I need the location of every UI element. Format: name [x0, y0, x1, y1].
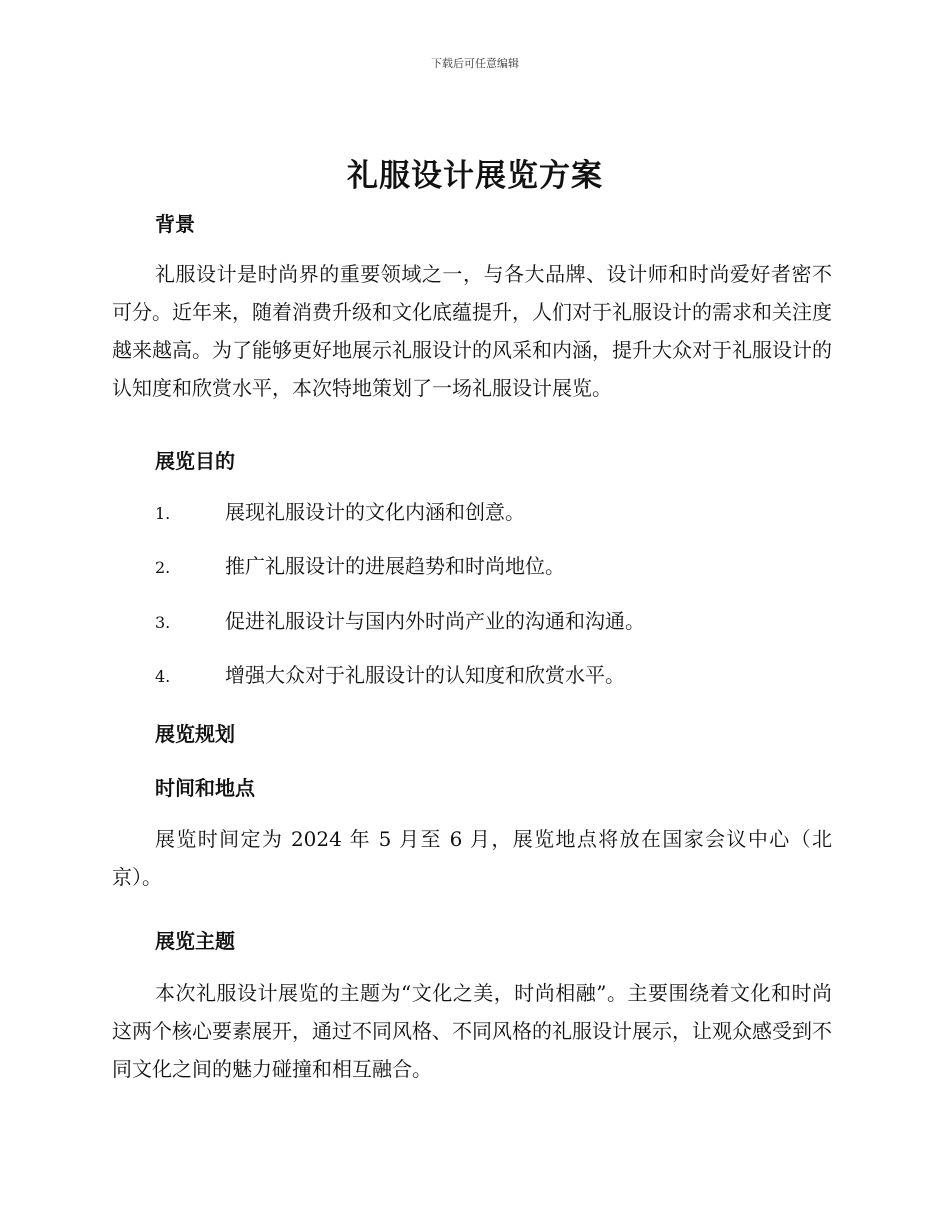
- heading-planning: 展览规划: [155, 722, 235, 746]
- list-text: 促进礼服设计与国内外时尚产业的沟通和沟通。: [225, 609, 645, 633]
- list-text: 推广礼服设计的进展趋势和时尚地位。: [225, 554, 565, 578]
- list-item: [155, 552, 835, 582]
- list-number: 4.: [155, 667, 171, 686]
- header-note: 下载后可任意编辑: [431, 57, 519, 70]
- document-title: 礼服设计展览方案: [347, 158, 603, 194]
- paragraph-time-place: 展览时间定为 2024 年 5 月至 6 月，展览地点将放在国家会议中心（北京）。: [112, 827, 832, 889]
- list-text: 展现礼服设计的文化内涵和创意。: [225, 500, 525, 524]
- list-text: 增强大众对于礼服设计的认知度和欣赏水平。: [225, 663, 625, 687]
- list-item: [155, 607, 835, 637]
- heading-purpose: 展览目的: [155, 449, 235, 473]
- list-item: [155, 498, 835, 528]
- paragraph-theme: 本次礼服设计展览的主题为“文化之美，时尚相融”。主要围绕着文化和时尚这两个核心要素展开，通过不同风格、不同风格的礼服设计展示，让观众感受到不同文化之间的魅力碰撞和相互融合。: [112, 981, 832, 1081]
- heading-theme: 展览主题: [155, 929, 235, 953]
- list-item: [155, 661, 835, 691]
- heading-time-place: 时间和地点: [155, 776, 255, 800]
- heading-background: 背景: [155, 212, 195, 236]
- list-number: 1.: [155, 504, 171, 523]
- list-number: 3.: [155, 613, 171, 632]
- paragraph-background: 礼服设计是时尚界的重要领域之一，与各大品牌、设计师和时尚爱好者密不可分。近年来，随着消费升级和文化底蕴提升，人们对于礼服设计的需求和关注度越来越高。为了能够更好地展示礼服设计的风采和内涵，提升大众对于礼服设计的认知度和欣赏水平，本次特地策划了一场礼服设计展览。: [112, 262, 832, 400]
- list-number: 2.: [155, 558, 171, 577]
